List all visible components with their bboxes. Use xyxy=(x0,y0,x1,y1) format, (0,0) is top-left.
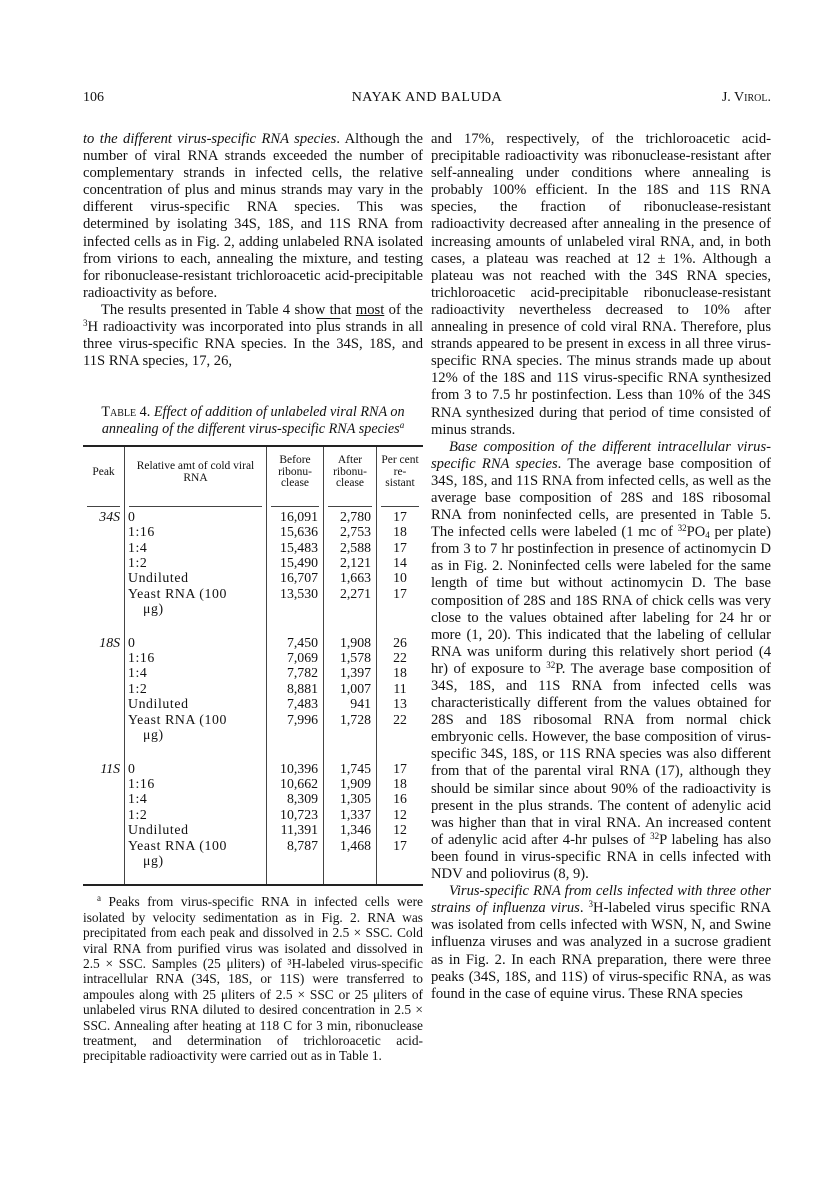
pct-cell: 16 xyxy=(377,791,424,806)
before-cell: 8,881 xyxy=(267,681,324,696)
section-heading-other-strains: Virus-specific RNA from cells infected with three other strains of influenza virus xyxy=(431,883,771,917)
table-row xyxy=(83,759,423,776)
after-cell: 1,346 xyxy=(324,822,377,837)
col-header-before: Before ribonu- clease xyxy=(267,446,324,506)
paragraph-results: The results presented in Table 4 show that most of the $^3$H radioactivity was incorporated into plus strands in all three virus-specific RNA species. In the 34S, 18S, and 11S RNA species, 17, 26, xyxy=(83,301,423,370)
before-cell: 7,483 xyxy=(267,696,324,711)
before-cell xyxy=(267,727,324,742)
table-row xyxy=(83,838,423,853)
table-row xyxy=(83,853,423,868)
table-row xyxy=(83,696,423,711)
table-row xyxy=(83,712,423,727)
table-row xyxy=(83,665,423,680)
table-footnote: $^a$ Peaks from virus-specific RNA in infected cells were isolated by velocity sedimentation as in Fig. 2. RNA was precipitated from each peak and dissolved in 2.5 × SSC. Cold viral RNA from purified virus was isolated and dissolved in 2.5 × SSC. Samples (25 μliters) of ³H-labeled virus-specific intracellular RNA (34S, 18S, or 11S) were transferred to ampoules along with 25 μliters of 2.5 × SSC or 25 μliters of unlabeled virus RNA diluted to desired concentration in 2.5 × SSC. Annealing after heating at 118 C for 3 min, ribonuclease treatment, and determination of trichloroacetic acid-precipitable radioactivity were carried out as in Table 1. xyxy=(83,893,423,1064)
pct-cell: 22 xyxy=(377,650,424,665)
pct-cell: 14 xyxy=(377,555,424,570)
table-row xyxy=(83,586,423,601)
after-cell xyxy=(324,601,377,616)
after-cell xyxy=(324,853,377,868)
amount-cell: μg) xyxy=(125,601,267,616)
peak-cell xyxy=(83,822,125,837)
before-cell: 15,483 xyxy=(267,540,324,555)
amount-cell: 1:2 xyxy=(125,807,267,822)
right-column xyxy=(431,131,771,1003)
paragraph-other-strains: Virus-specific RNA from cells infected with three other strains of influenza virus. $^3$H-labeled virus specific RNA was isolated from cells infected with WSN, N, and Swine influenza viruses and was analyzed in a sucrose gradient as in Fig. 2. In each RNA preparation, there were three peaks (34S, 18S, and 11S) of virus-specific RNA, as was found in the case of equine virus. These RNA species xyxy=(431,883,772,1002)
before-cell: 7,450 xyxy=(267,633,324,650)
after-cell: 2,753 xyxy=(324,524,377,539)
col-header-peak: Peak xyxy=(92,465,115,478)
pct-cell: 17 xyxy=(377,540,424,555)
pct-cell: 17 xyxy=(377,586,424,601)
group-spacer xyxy=(83,617,423,633)
table-row xyxy=(83,807,423,822)
amount-cell: Yeast RNA (100 xyxy=(125,838,267,853)
before-cell: 15,636 xyxy=(267,524,324,539)
amount-cell: μg) xyxy=(125,853,267,868)
pct-cell xyxy=(377,853,424,868)
pct-cell: 22 xyxy=(377,712,424,727)
before-cell: 16,091 xyxy=(267,507,324,524)
paragraph-intro: to the different virus-specific RNA species. Although the number of viral RNA strands exceeded the number of complementary strands in infected cells, the relative concentration of plus and minus strands may vary in the different virus-specific RNA species. This was determined by isolating 34S, 18S, and 11S RNA from infected cells as in Fig. 2, adding unlabeled RNA isolated from virions to each, annealing the mixture, and testing for ribonuclease-resistant trichloroacetic acid-precipitable radioactivity as before. xyxy=(83,131,424,301)
pct-cell: 26 xyxy=(377,633,424,650)
table-4 xyxy=(83,445,423,886)
before-cell: 16,707 xyxy=(267,570,324,585)
amount-cell: 1:4 xyxy=(125,665,267,680)
before-cell: 10,723 xyxy=(267,807,324,822)
pct-cell: 13 xyxy=(377,696,424,711)
before-cell: 8,787 xyxy=(267,838,324,853)
pct-cell: 12 xyxy=(377,807,424,822)
peak-cell xyxy=(83,586,125,601)
before-cell xyxy=(267,853,324,868)
before-cell: 7,069 xyxy=(267,650,324,665)
peak-cell xyxy=(83,524,125,539)
peak-cell xyxy=(83,555,125,570)
running-title: NAYAK AND BALUDA xyxy=(351,90,503,105)
pct-cell: 17 xyxy=(377,507,424,524)
after-cell: 2,588 xyxy=(324,540,377,555)
pct-cell: 17 xyxy=(377,759,424,776)
page-number: 106 xyxy=(83,90,104,105)
peak-cell xyxy=(83,853,125,868)
before-cell: 13,530 xyxy=(267,586,324,601)
section-heading-base-composition: Base composition of the different intracellular virus-specific RNA species xyxy=(431,438,771,472)
peak-cell xyxy=(83,681,125,696)
amount-cell: 1:2 xyxy=(125,555,267,570)
table-row xyxy=(83,681,423,696)
peak-cell xyxy=(83,838,125,853)
col-header-pct: Per cent re- sistant xyxy=(377,446,424,506)
after-cell: 941 xyxy=(324,696,377,711)
paragraph-base-composition: Base composition of the different intracellular virus-specific RNA species. The average base composition of 34S, 18S, and 11S RNA from infected cells, as well as the average base composition of 28S and 18S ribosomal RNA from noninfected cells, are presented in Table 5. The infected cells were labeled (1 mc of $^{32}PO_4$ per plate) from 3 to 7 hr postinfection in presence of actinomycin D as in Fig. 2. Noninfected cells were labeled for the same length of time but without actinomycin D. The base composition of 28S and 18S RNA of chick cells was very close to the values obtained after labeling for 24 hr or more (1, 20). This indicated that the labeling of cellular RNA was uniform during this relatively short period (4 hr) of exposure to $^{32}$P. The average base composition of 34S, 18S, and 11S RNA from infected cells was characteristically different from the values obtained for 28S and 18S ribosomal RNA from normal chick embryonic cells. However, the base composition of virus-specific 34S, 18S, or 11S RNA species was also different from that of the parental viral RNA (17), although they should be similar since about 90% of the radioactivity is present in the plus strands. The content of adenylic acid was higher than that in viral RNA. An increased content of adenylic acid after 4-hr pulses of $^{32}$P labeling has also been found in virus-specific RNA in cells infected with NDV and poliovirus (8, 9). xyxy=(431,438,772,883)
amount-cell: 0 xyxy=(125,633,267,650)
peak-cell xyxy=(83,727,125,742)
peak-cell: 11S xyxy=(100,760,120,776)
before-cell: 11,391 xyxy=(267,822,324,837)
amount-cell: Undiluted xyxy=(125,822,267,837)
peak-cell xyxy=(83,776,125,791)
table-row xyxy=(83,633,423,650)
amount-cell: Yeast RNA (100 xyxy=(125,586,267,601)
pct-cell: 18 xyxy=(377,665,424,680)
table-row xyxy=(83,507,423,524)
amount-cell: μg) xyxy=(125,727,267,742)
paragraph-continued: and 17%, respectively, of the trichloroacetic acid-precipitable radioactivity was ribonuclease-resistant after self-annealing under conditions where annealing is probably 100% efficient. In the 18S and 11S RNA species, the fraction of ribonuclease-resistant radioactivity decreased after annealing in the presence of increasing amounts of unlabeled viral RNA, and, in both cases, a plateau was reached at 12 ± 1%. Although a plateau was not reached with the 34S RNA species, trichloroacetic acid-precipitable ribonuclease-resistant radioactivity nevertheless decreased to 10% after annealing in presence of cold viral RNA. Therefore, plus strands appeared to be present in excess in all three virus-specific RNA species. The minus strands made up about 12% of the 18S and 11S virus-specific RNA synthesized from 3 to 7.5 hr postinfection. Less than 10% of the 34S RNA synthesized during that period of time consisted of minus strands. xyxy=(431,131,771,438)
table-row xyxy=(83,776,423,791)
group-spacer xyxy=(83,868,423,885)
section-lead-italic: to the different virus-specific RNA species xyxy=(83,131,337,147)
after-cell: 1,305 xyxy=(324,791,377,806)
peak-cell: 18S xyxy=(99,634,120,650)
table-header-row xyxy=(83,446,423,506)
table-row xyxy=(83,601,423,616)
after-cell: 2,121 xyxy=(324,555,377,570)
table-body xyxy=(83,506,423,886)
before-cell: 7,782 xyxy=(267,665,324,680)
pct-cell: 11 xyxy=(377,681,424,696)
after-cell: 1,728 xyxy=(324,712,377,727)
after-cell: 2,271 xyxy=(324,586,377,601)
table-row xyxy=(83,555,423,570)
amount-cell: 1:16 xyxy=(125,650,267,665)
peak-cell xyxy=(83,601,125,616)
table-row xyxy=(83,822,423,837)
after-cell: 2,780 xyxy=(324,507,377,524)
pct-cell: 18 xyxy=(377,524,424,539)
page-header xyxy=(83,90,771,110)
amount-cell: 1:4 xyxy=(125,540,267,555)
amount-cell: 1:16 xyxy=(125,776,267,791)
peak-cell: 34S xyxy=(99,508,120,524)
group-spacer xyxy=(83,743,423,759)
after-cell: 1,007 xyxy=(324,681,377,696)
after-cell: 1,909 xyxy=(324,776,377,791)
amount-cell: 1:16 xyxy=(125,524,267,539)
table-row xyxy=(83,540,423,555)
table-caption: Table 4. Effect of addition of unlabeled viral RNA on annealing of the different virus-specific RNA species$^a$ xyxy=(101,404,405,437)
amount-cell: 0 xyxy=(125,507,267,524)
before-cell: 7,996 xyxy=(267,712,324,727)
after-cell: 1,468 xyxy=(324,838,377,853)
before-cell: 10,662 xyxy=(267,776,324,791)
peak-cell xyxy=(83,540,125,555)
col-header-amount: Relative amt of cold viral RNA xyxy=(125,446,267,506)
amount-cell: 0 xyxy=(125,759,267,776)
table-row xyxy=(83,727,423,742)
pct-cell: 12 xyxy=(377,822,424,837)
table-row xyxy=(83,650,423,665)
amount-cell: Undiluted xyxy=(125,696,267,711)
after-cell: 1,337 xyxy=(324,807,377,822)
pct-cell xyxy=(377,601,424,616)
peak-cell xyxy=(83,650,125,665)
journal-name: J. Virol. xyxy=(721,90,771,105)
table-row xyxy=(83,524,423,539)
before-cell: 8,309 xyxy=(267,791,324,806)
peak-cell xyxy=(83,665,125,680)
after-cell xyxy=(324,727,377,742)
before-cell xyxy=(267,601,324,616)
pct-cell xyxy=(377,727,424,742)
amount-cell: Undiluted xyxy=(125,570,267,585)
peak-cell xyxy=(83,791,125,806)
table-row xyxy=(83,791,423,806)
peak-cell xyxy=(83,712,125,727)
after-cell: 1,745 xyxy=(324,759,377,776)
pct-cell: 10 xyxy=(377,570,424,585)
before-cell: 15,490 xyxy=(267,555,324,570)
table-title: Effect of addition of unlabeled viral RNA on annealing of the different virus-specific RNA species xyxy=(101,404,405,437)
peak-cell xyxy=(83,570,125,585)
peak-cell xyxy=(83,807,125,822)
after-cell: 1,578 xyxy=(324,650,377,665)
after-cell: 1,908 xyxy=(324,633,377,650)
after-cell: 1,397 xyxy=(324,665,377,680)
amount-cell: 1:2 xyxy=(125,681,267,696)
table-label: Table 4. xyxy=(101,404,151,421)
pct-cell: 17 xyxy=(377,838,424,853)
before-cell: 10,396 xyxy=(267,759,324,776)
left-column xyxy=(83,131,423,1064)
amount-cell: 1:4 xyxy=(125,791,267,806)
table-row xyxy=(83,570,423,585)
col-header-after: After ribonu- clease xyxy=(324,446,377,506)
pct-cell: 18 xyxy=(377,776,424,791)
peak-cell xyxy=(83,696,125,711)
amount-cell: Yeast RNA (100 xyxy=(125,712,267,727)
after-cell: 1,663 xyxy=(324,570,377,585)
